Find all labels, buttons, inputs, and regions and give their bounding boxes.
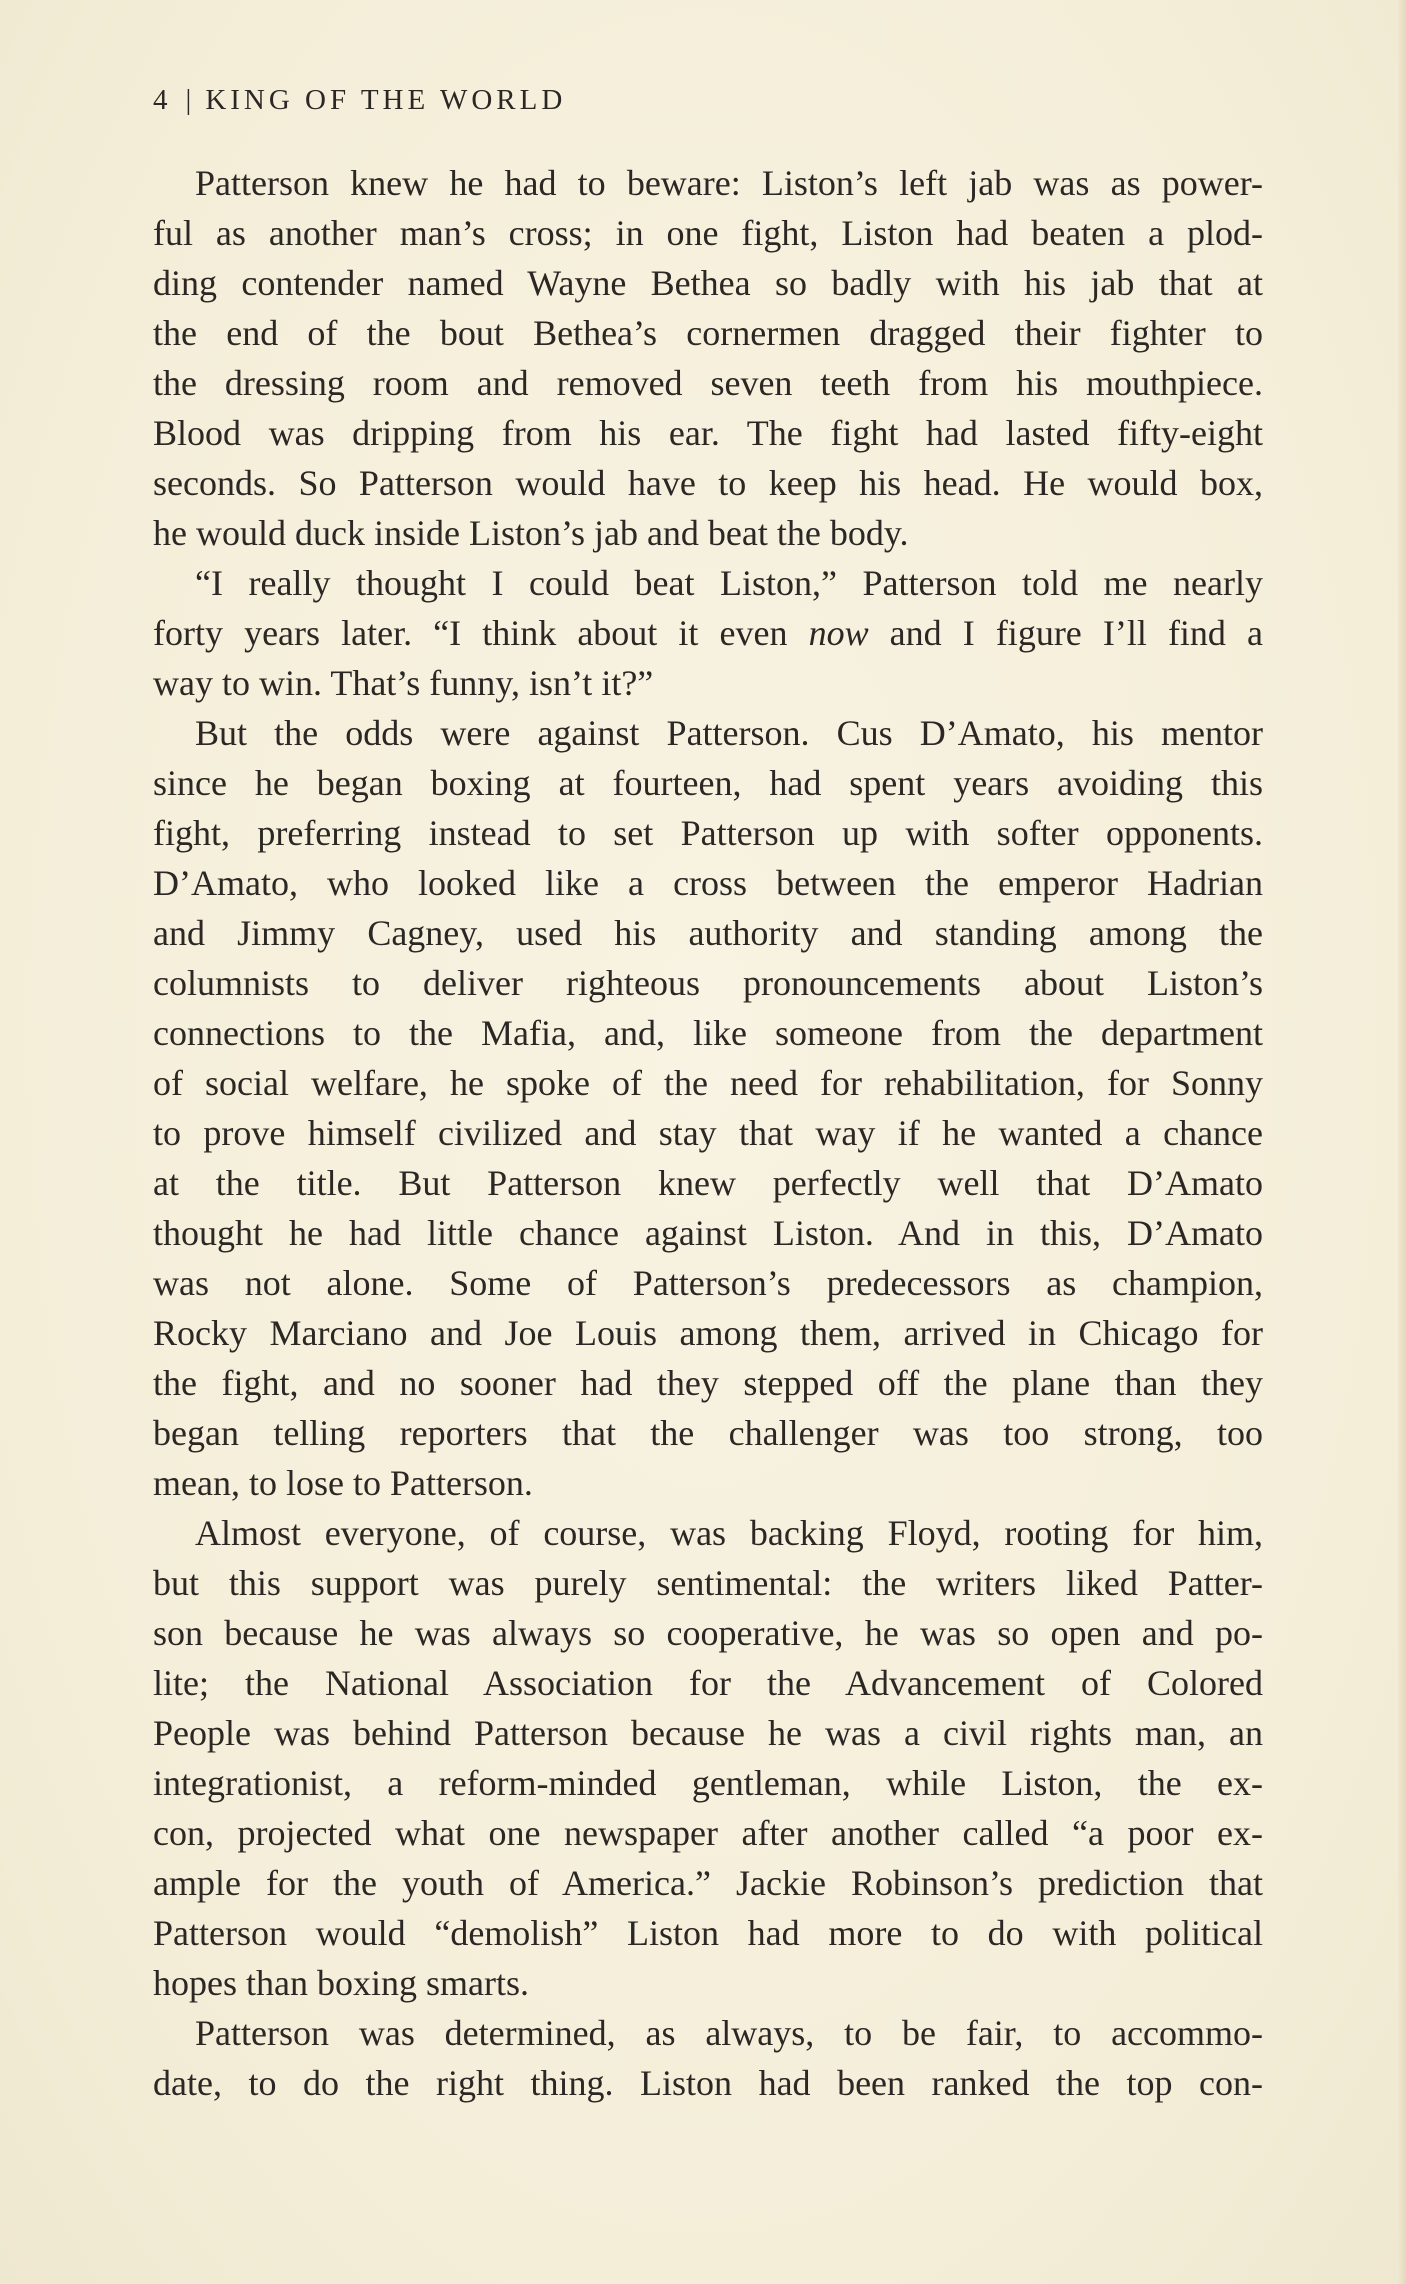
text-line: was not alone. Some of Patterson’s predecessors as champion, <box>153 1263 1263 1303</box>
text-line: began telling reporters that the challenger was too strong, too <box>153 1413 1263 1453</box>
page-number: 4 <box>153 84 172 116</box>
text-line: Patterson was determined, as always, to be fair, to accommo- <box>195 2013 1263 2053</box>
text-line: Patterson would “demolish” Liston had more to do with political <box>153 1913 1263 1953</box>
text-line: way to win. That’s funny, isn’t it?” <box>153 663 654 703</box>
text-line: hopes than boxing smarts. <box>153 1963 529 2003</box>
text-line <box>153 608 1263 658</box>
paragraph-5 <box>153 2008 1263 2108</box>
text-line: integrationist, a reform-minded gentleman, while Liston, the ex- <box>153 1763 1263 1803</box>
paragraph-4 <box>153 1508 1263 2008</box>
text-line: and Jimmy Cagney, used his authority and standing among the <box>153 913 1263 953</box>
body-text <box>153 158 1263 2108</box>
paragraph-1 <box>153 158 1263 558</box>
text-line: ample for the youth of America.” Jackie Robinson’s prediction that <box>153 1863 1263 1903</box>
text-line: of social welfare, he spoke of the need for rehabilitation, for Sonny <box>153 1063 1263 1103</box>
text-line: son because he was always so cooperative, he was so open and po- <box>153 1613 1263 1653</box>
text-line: People was behind Patterson because he was a civil rights man, an <box>153 1713 1263 1753</box>
text-line: the end of the bout Bethea’s cornermen dragged their fighter to <box>153 313 1263 353</box>
text-segment: and I figure I’ll find a <box>868 613 1264 653</box>
text-line: the fight, and no sooner had they stepped off the plane than they <box>153 1363 1263 1403</box>
text-line: thought he had little chance against Liston. And in this, D’Amato <box>153 1213 1263 1253</box>
text-line: at the title. But Patterson knew perfectly well that D’Amato <box>153 1163 1263 1203</box>
text-line: fight, preferring instead to set Patterson up with softer opponents. <box>153 813 1263 853</box>
emphasis-now: now <box>808 613 869 653</box>
text-line: columnists to deliver righteous pronouncements about Liston’s <box>153 963 1263 1003</box>
paragraph-2 <box>153 558 1263 708</box>
text-line: But the odds were against Patterson. Cus D’Amato, his mentor <box>195 713 1263 753</box>
text-line: date, to do the right thing. Liston had been ranked the top con- <box>153 2063 1263 2103</box>
running-head <box>153 84 566 117</box>
text-line: Almost everyone, of course, was backing Floyd, rooting for him, <box>195 1513 1263 1553</box>
text-line: Patterson knew he had to beware: Liston’s left jab was as power- <box>195 163 1263 203</box>
paragraph-3 <box>153 708 1263 1508</box>
text-line: D’Amato, who looked like a cross between the emperor Hadrian <box>153 863 1263 903</box>
text-line: connections to the Mafia, and, like someone from the department <box>153 1013 1263 1053</box>
text-line: ful as another man’s cross; in one fight, Liston had beaten a plod- <box>153 213 1263 253</box>
text-line: mean, to lose to Patterson. <box>153 1463 533 1503</box>
book-title: KING OF THE WORLD <box>205 84 567 116</box>
text-line: Blood was dripping from his ear. The fight had lasted fifty-eight <box>153 413 1263 453</box>
text-line: since he began boxing at fourteen, had spent years avoiding this <box>153 763 1263 803</box>
text-line: lite; the National Association for the Advancement of Colored <box>153 1663 1263 1703</box>
text-segment: forty years later. “I think about it even <box>153 613 809 653</box>
text-line: but this support was purely sentimental: the writers liked Patter- <box>153 1563 1263 1603</box>
text-line: con, projected what one newspaper after another called “a poor ex- <box>153 1813 1263 1853</box>
text-line: he would duck inside Liston’s jab and beat the body. <box>153 513 909 553</box>
page-edge <box>1398 0 1406 2284</box>
header-separator: | <box>185 84 192 116</box>
text-line: seconds. So Patterson would have to keep his head. He would box, <box>153 463 1263 503</box>
text-line: ding contender named Wayne Bethea so badly with his jab that at <box>153 263 1263 303</box>
text-line: to prove himself civilized and stay that way if he wanted a chance <box>153 1113 1263 1153</box>
text-line: Rocky Marciano and Joe Louis among them, arrived in Chicago for <box>153 1313 1263 1353</box>
text-line: “I really thought I could beat Liston,” Patterson told me nearly <box>195 563 1263 603</box>
text-line: the dressing room and removed seven teeth from his mouthpiece. <box>153 363 1263 403</box>
